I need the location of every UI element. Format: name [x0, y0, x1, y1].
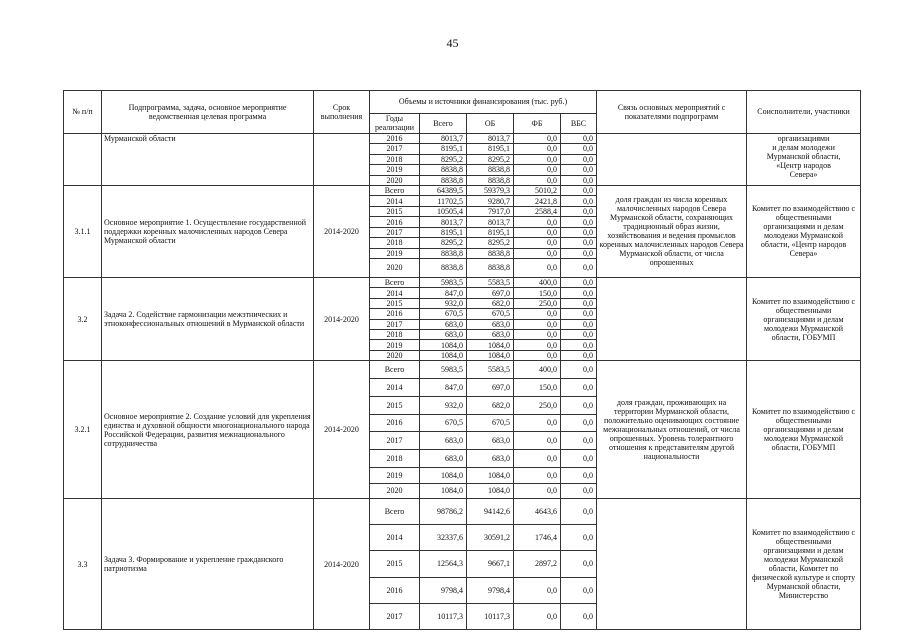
ob-cell: 94142,6 — [467, 499, 514, 525]
total-cell: 683,0 — [420, 432, 467, 450]
total-cell: 932,0 — [420, 396, 467, 414]
vbs-cell: 0,0 — [561, 450, 597, 468]
header-ob: ОБ — [467, 113, 514, 133]
fb-cell: 0,0 — [514, 227, 561, 237]
section-number — [64, 133, 102, 185]
ob-cell: 10117,3 — [467, 603, 514, 629]
header-funding: Объемы и источники финансирования (тыс. руб.) — [370, 91, 597, 114]
fb-cell: 0,0 — [514, 165, 561, 175]
year-cell: 2014 — [370, 288, 420, 298]
fb-cell: 0,0 — [514, 259, 561, 278]
total-cell: 32337,6 — [420, 525, 467, 551]
fb-cell: 400,0 — [514, 277, 561, 287]
total-cell: 8838,8 — [420, 259, 467, 278]
section-number: 3.2.1 — [64, 361, 102, 499]
year-cell: 2019 — [370, 165, 420, 175]
vbs-cell: 0,0 — [561, 467, 597, 483]
fb-cell: 150,0 — [514, 288, 561, 298]
total-cell: 8838,8 — [420, 175, 467, 185]
year-cell: 2016 — [370, 414, 420, 432]
section-title: Мурманской области — [102, 133, 314, 185]
total-cell: 8295,2 — [420, 238, 467, 248]
ob-cell: 8838,8 — [467, 175, 514, 185]
vbs-cell: 0,0 — [561, 217, 597, 227]
vbs-cell: 0,0 — [561, 330, 597, 340]
fb-cell: 0,0 — [514, 432, 561, 450]
vbs-cell: 0,0 — [561, 206, 597, 216]
vbs-cell: 0,0 — [561, 319, 597, 329]
fb-cell: 0,0 — [514, 414, 561, 432]
vbs-cell: 0,0 — [561, 238, 597, 248]
fb-cell: 5010,2 — [514, 186, 561, 196]
vbs-cell: 0,0 — [561, 577, 597, 603]
fb-cell: 0,0 — [514, 577, 561, 603]
total-cell: 5983,5 — [420, 361, 467, 379]
year-cell: 2014 — [370, 196, 420, 206]
total-cell: 670,5 — [420, 414, 467, 432]
header-fb: ФБ — [514, 113, 561, 133]
ob-cell: 683,0 — [467, 432, 514, 450]
fb-cell: 0,0 — [514, 603, 561, 629]
section-term: 2014-2020 — [314, 361, 370, 499]
year-cell: 2015 — [370, 206, 420, 216]
ob-cell: 9798,4 — [467, 577, 514, 603]
fb-cell: 0,0 — [514, 319, 561, 329]
fb-cell: 2588,4 — [514, 206, 561, 216]
fb-cell: 150,0 — [514, 379, 561, 397]
vbs-cell: 0,0 — [561, 248, 597, 258]
fb-cell: 0,0 — [514, 450, 561, 468]
year-cell: 2017 — [370, 432, 420, 450]
total-cell: 11702,5 — [420, 196, 467, 206]
vbs-cell: 0,0 — [561, 525, 597, 551]
table-row — [64, 186, 861, 196]
funding-table — [63, 90, 861, 630]
fb-cell: 0,0 — [514, 133, 561, 143]
section-executors: Комитет по взаимодействию с общественными организациями и делам молодежи Мурманской области, ГОБУМП — [747, 361, 861, 499]
section-link — [597, 499, 747, 630]
fb-cell: 0,0 — [514, 217, 561, 227]
year-cell: Всего — [370, 186, 420, 196]
total-cell: 8295,2 — [420, 154, 467, 164]
vbs-cell: 0,0 — [561, 288, 597, 298]
section-executors: организациями и делам молодежи Мурманской области, «Центр народов Севера» — [747, 133, 861, 185]
vbs-cell: 0,0 — [561, 499, 597, 525]
fb-cell: 0,0 — [514, 467, 561, 483]
year-cell: 2020 — [370, 350, 420, 360]
vbs-cell: 0,0 — [561, 483, 597, 499]
vbs-cell: 0,0 — [561, 340, 597, 350]
header-term: Срок выполнения — [314, 91, 370, 134]
total-cell: 12564,3 — [420, 551, 467, 577]
total-cell: 9798,4 — [420, 577, 467, 603]
vbs-cell: 0,0 — [561, 175, 597, 185]
ob-cell: 1084,0 — [467, 467, 514, 483]
ob-cell: 682,0 — [467, 396, 514, 414]
total-cell: 8195,1 — [420, 144, 467, 154]
vbs-cell: 0,0 — [561, 603, 597, 629]
section-term: 2014-2020 — [314, 186, 370, 278]
vbs-cell: 0,0 — [561, 551, 597, 577]
year-cell: 2015 — [370, 551, 420, 577]
section-link: доля граждан из числа коренных малочисленных народов Севера Мурманской области, сохраняющих традиционный образ жизни, хозяйствования и ведения промыслов коренных малочисленных народов Севера Мурманской области, от числа опрошенных — [597, 186, 747, 278]
section-executors: Комитет по взаимодействию с общественными организациями и делам молодежи Мурманской области, ГОБУМП — [747, 277, 861, 361]
ob-cell: 683,0 — [467, 319, 514, 329]
table-row — [64, 361, 861, 379]
total-cell: 8013,7 — [420, 133, 467, 143]
vbs-cell: 0,0 — [561, 186, 597, 196]
total-cell: 98786,2 — [420, 499, 467, 525]
year-cell: 2019 — [370, 248, 420, 258]
section-term: 2014-2020 — [314, 499, 370, 630]
section-executors: Комитет по взаимодействию с общественными организациями и делам молодежи Мурманской области, Комитет по физической культуре и спорту Мурманской области, Министерство — [747, 499, 861, 630]
year-cell: 2017 — [370, 227, 420, 237]
ob-cell: 8195,1 — [467, 144, 514, 154]
vbs-cell: 0,0 — [561, 309, 597, 319]
year-cell: 2018 — [370, 238, 420, 248]
total-cell: 5983,5 — [420, 277, 467, 287]
vbs-cell: 0,0 — [561, 259, 597, 278]
vbs-cell: 0,0 — [561, 379, 597, 397]
fb-cell: 4643,6 — [514, 499, 561, 525]
total-cell: 8838,8 — [420, 165, 467, 175]
section-title: Основное мероприятие 2. Создание условий для укрепления единства и духовной общности многонационального народа Российской Федерации, развития межнационального сотрудничества — [102, 361, 314, 499]
vbs-cell: 0,0 — [561, 414, 597, 432]
header-years: Годы реализации — [370, 113, 420, 133]
fb-cell: 0,0 — [514, 175, 561, 185]
header-program: Подпрограмма, задача, основное мероприятие ведомственная целевая программа — [102, 91, 314, 134]
ob-cell: 1084,0 — [467, 350, 514, 360]
ob-cell: 8295,2 — [467, 238, 514, 248]
year-cell: 2014 — [370, 379, 420, 397]
fb-cell: 0,0 — [514, 340, 561, 350]
ob-cell: 5583,5 — [467, 361, 514, 379]
fb-cell: 0,0 — [514, 483, 561, 499]
section-number: 3.1.1 — [64, 186, 102, 278]
total-cell: 8013,7 — [420, 217, 467, 227]
ob-cell: 683,0 — [467, 330, 514, 340]
fb-cell: 250,0 — [514, 298, 561, 308]
vbs-cell: 0,0 — [561, 298, 597, 308]
year-cell: 2019 — [370, 467, 420, 483]
header-total: Всего — [420, 113, 467, 133]
total-cell: 847,0 — [420, 379, 467, 397]
vbs-cell: 0,0 — [561, 432, 597, 450]
year-cell: 2015 — [370, 298, 420, 308]
header-vbs: ВБС — [561, 113, 597, 133]
total-cell: 8838,8 — [420, 248, 467, 258]
year-cell: 2020 — [370, 483, 420, 499]
fb-cell: 0,0 — [514, 309, 561, 319]
header-row — [64, 91, 861, 114]
section-title: Задача 3. Формирование и укрепление гражданского патриотизма — [102, 499, 314, 630]
total-cell: 1084,0 — [420, 483, 467, 499]
fb-cell: 250,0 — [514, 396, 561, 414]
ob-cell: 8195,1 — [467, 227, 514, 237]
year-cell: 2016 — [370, 217, 420, 227]
total-cell: 683,0 — [420, 330, 467, 340]
vbs-cell: 0,0 — [561, 154, 597, 164]
section-number: 3.3 — [64, 499, 102, 630]
year-cell: 2014 — [370, 525, 420, 551]
fb-cell: 0,0 — [514, 330, 561, 340]
vbs-cell: 0,0 — [561, 361, 597, 379]
year-cell: 2016 — [370, 577, 420, 603]
total-cell: 1084,0 — [420, 350, 467, 360]
ob-cell: 30591,2 — [467, 525, 514, 551]
fb-cell: 0,0 — [514, 144, 561, 154]
year-cell: 2015 — [370, 396, 420, 414]
table-row — [64, 133, 861, 143]
year-cell: 2017 — [370, 144, 420, 154]
section-link — [597, 277, 747, 361]
ob-cell: 1084,0 — [467, 340, 514, 350]
year-cell: 2018 — [370, 330, 420, 340]
ob-cell: 59379,3 — [467, 186, 514, 196]
ob-cell: 697,0 — [467, 379, 514, 397]
header-num: № п/п — [64, 91, 102, 134]
year-cell: 2020 — [370, 175, 420, 185]
table-row — [64, 277, 861, 287]
year-cell: Всего — [370, 277, 420, 287]
section-term: 2014-2020 — [314, 277, 370, 361]
ob-cell: 8013,7 — [467, 133, 514, 143]
vbs-cell: 0,0 — [561, 133, 597, 143]
fb-cell: 2421,8 — [514, 196, 561, 206]
ob-cell: 5583,5 — [467, 277, 514, 287]
year-cell: 2018 — [370, 450, 420, 468]
year-cell: 2019 — [370, 340, 420, 350]
page-number: 45 — [446, 36, 459, 50]
ob-cell: 8838,8 — [467, 248, 514, 258]
fb-cell: 400,0 — [514, 361, 561, 379]
fb-cell: 2897,2 — [514, 551, 561, 577]
total-cell: 683,0 — [420, 319, 467, 329]
table-row — [64, 499, 861, 525]
ob-cell: 8838,8 — [467, 259, 514, 278]
vbs-cell: 0,0 — [561, 165, 597, 175]
ob-cell: 697,0 — [467, 288, 514, 298]
year-cell: 2016 — [370, 133, 420, 143]
ob-cell: 7917,0 — [467, 206, 514, 216]
ob-cell: 682,0 — [467, 298, 514, 308]
ob-cell: 8013,7 — [467, 217, 514, 227]
vbs-cell: 0,0 — [561, 277, 597, 287]
total-cell: 1084,0 — [420, 340, 467, 350]
vbs-cell: 0,0 — [561, 396, 597, 414]
section-title: Основное мероприятие 1. Осуществление государственной поддержки коренных малочисленных народов Севера Мурманской области — [102, 186, 314, 278]
year-cell: 2017 — [370, 319, 420, 329]
fb-cell: 0,0 — [514, 238, 561, 248]
vbs-cell: 0,0 — [561, 196, 597, 206]
header-link: Связь основных мероприятий с показателями подпрограмм — [597, 91, 747, 134]
vbs-cell: 0,0 — [561, 350, 597, 360]
total-cell: 64389,5 — [420, 186, 467, 196]
ob-cell: 8838,8 — [467, 165, 514, 175]
header-executors: Соисполнители, участники — [747, 91, 861, 134]
section-link — [597, 133, 747, 185]
ob-cell: 9667,1 — [467, 551, 514, 577]
ob-cell: 8295,2 — [467, 154, 514, 164]
year-cell: 2017 — [370, 603, 420, 629]
year-cell: Всего — [370, 361, 420, 379]
year-cell: Всего — [370, 499, 420, 525]
ob-cell: 9280,7 — [467, 196, 514, 206]
fb-cell: 0,0 — [514, 350, 561, 360]
total-cell: 683,0 — [420, 450, 467, 468]
total-cell: 10505,4 — [420, 206, 467, 216]
fb-cell: 0,0 — [514, 154, 561, 164]
total-cell: 8195,1 — [420, 227, 467, 237]
vbs-cell: 0,0 — [561, 227, 597, 237]
total-cell: 670,5 — [420, 309, 467, 319]
vbs-cell: 0,0 — [561, 144, 597, 154]
total-cell: 932,0 — [420, 298, 467, 308]
section-number: 3.2 — [64, 277, 102, 361]
fb-cell: 1746,4 — [514, 525, 561, 551]
fb-cell: 0,0 — [514, 248, 561, 258]
year-cell: 2016 — [370, 309, 420, 319]
total-cell: 1084,0 — [420, 467, 467, 483]
section-title: Задача 2. Содействие гармонизации межэтнических и этноконфессиональных отношений в Мурманской области — [102, 277, 314, 361]
year-cell: 2020 — [370, 259, 420, 278]
total-cell: 10117,3 — [420, 603, 467, 629]
section-executors: Комитет по взаимодействию с общественными организациями и делам молодежи Мурманской области, «Центр народов Севера» — [747, 186, 861, 278]
ob-cell: 670,5 — [467, 309, 514, 319]
ob-cell: 1084,0 — [467, 483, 514, 499]
year-cell: 2018 — [370, 154, 420, 164]
ob-cell: 670,5 — [467, 414, 514, 432]
total-cell: 847,0 — [420, 288, 467, 298]
section-term — [314, 133, 370, 185]
ob-cell: 683,0 — [467, 450, 514, 468]
section-link: доля граждан, проживающих на территории Мурманской области, положительно оценивающих состояние межнациональных отношений, от числа опрошенных. Уровень толерантного отношения к представителям другой национальности — [597, 361, 747, 499]
